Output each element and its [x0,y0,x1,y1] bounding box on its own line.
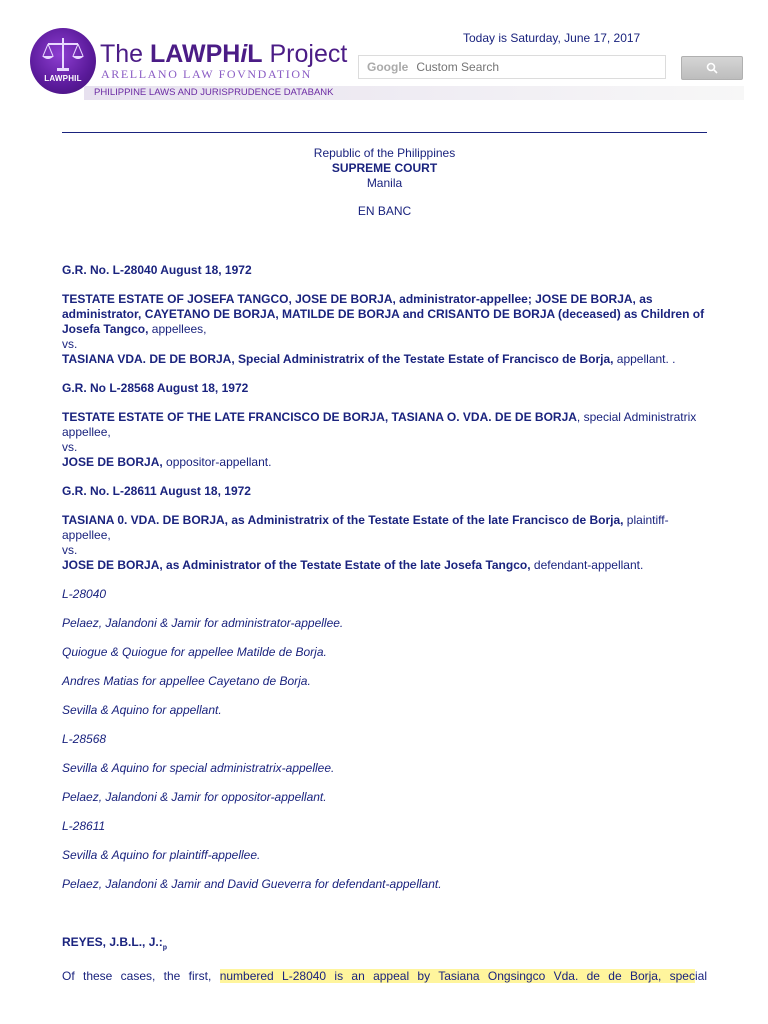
opening-text-rest: ial [694,969,707,984]
counsel-line: Andres Matias for appellee Cayetano de Borja. [62,674,311,688]
search-icon [706,62,718,74]
case1-opposing [62,352,707,367]
decision-document [62,146,707,984]
counsel-line: Pelaez, Jalandoni & Jamir for administrator-appellee. [62,616,344,630]
counsel-line: L-28611 [62,819,106,833]
case3-parties-role: plaintiff-appellee, [62,513,669,542]
search-box[interactable] [358,55,666,79]
brand-i: i [240,40,248,68]
lawphil-logo[interactable] [30,28,96,94]
division: EN BANC [357,204,412,218]
header-divider [62,132,707,133]
google-logo: Google [367,60,409,74]
case3-parties-names: TASIANA 0. VDA. DE BORJA, as Administratrix of the Testate Estate of the late Francisco de Borja, [62,513,624,527]
databank-label: PHILIPPINE LAWS AND JURISPRUDENCE DATABANK [94,87,334,98]
case2-opposing [62,455,707,470]
counsel-line: Sevilla & Aquino for appellant. [62,703,222,717]
highlighted-text[interactable]: numbered L-28040 is an appeal by Tasiana Ongsingco Vda. de de Borja, spec [219,969,695,984]
brand-the: The [100,40,151,68]
search-button[interactable] [681,56,743,80]
counsel-line: Quiogue & Quiogue for appellee Matilde de Borja. [62,645,327,659]
case1-gr-number: G.R. No. L-28040 August 18, 1972 [62,263,252,277]
counsel-line: Pelaez, Jalandoni & Jamir for oppositor-appellant. [62,790,327,804]
foundation-name: ARELLANO LAW FOVNDATION [101,67,312,81]
case3-opposing [62,558,707,573]
case2-gr-number: G.R. No L-28568 August 18, 1972 [62,381,249,395]
case2-opposing-role: oppositor-appellant. [162,455,272,469]
case3-parties [62,513,707,543]
today-date: Today is Saturday, June 17, 2017 [463,31,641,45]
brand-project: Project [262,40,348,68]
case1-opposing-role: appellant. . [613,352,676,366]
case3-vs: vs. [62,543,78,557]
counsel-line: Sevilla & Aquino for special administratrix-appellee. [62,761,335,775]
databank-bar [84,86,744,100]
scales-of-justice-icon [30,28,96,94]
counsel-line: Pelaez, Jalandoni & Jamir and David Gueverra for defendant-appellant. [62,877,442,891]
counsel-line: Sevilla & Aquino for plaintiff-appellee. [62,848,261,862]
case1-parties-names: TESTATE ESTATE OF JOSEFA TANGCO, JOSE DE BORJA, administrator-appellee; JOSE DE BORJA, as administrator, CAYETANO DE BORJA, MATILDE DE BORJA and CRISANTO DE BORJA (deceased) as Children of Josefa Tangco, [62,292,705,336]
opening-text: Of these cases, the first, [62,969,220,984]
case2-vs: vs. [62,440,78,454]
case3-opposing-role: defendant-appellant. [530,558,644,572]
site-title[interactable] [100,40,347,68]
court-name: SUPREME COURT [331,161,438,175]
site-header [0,0,768,110]
case2-parties [62,410,707,440]
counsel-list [62,587,707,892]
court-city: Manila [366,176,403,190]
case3-gr-number: G.R. No. L-28611 August 18, 1972 [62,484,251,498]
case2-opposing-names: JOSE DE BORJA, [62,455,163,469]
opening-paragraph [62,969,707,984]
case2-parties-names: TESTATE ESTATE OF THE LATE FRANCISCO DE BORJA, TASIANA O. VDA. DE DE BORJA [62,410,577,424]
logo-text: LAWPHIL [44,74,82,83]
counsel-line: L-28568 [62,732,107,746]
brand-lawph: LAWPH [150,40,241,68]
case1-parties [62,292,707,337]
ponente-name: REYES, J.B.L., J.: [62,935,163,949]
case2-parties-role: , special Administratrix appellee, [62,410,697,439]
ponente [62,935,707,955]
brand-l: L [247,40,263,68]
case1-parties-role: appellees, [148,322,207,336]
ponente-mark: p [162,944,167,952]
case3-opposing-names: JOSE DE BORJA, as Administrator of the Testate Estate of the late Josefa Tangco, [62,558,531,572]
republic-line: Republic of the Philippines [313,146,456,160]
search-input[interactable] [416,57,616,77]
case1-opposing-names: TASIANA VDA. DE DE BORJA, Special Administratrix of the Testate Estate of Francisco de Borja, [62,352,614,366]
counsel-line: L-28040 [62,587,107,601]
case1-vs: vs. [62,337,78,351]
